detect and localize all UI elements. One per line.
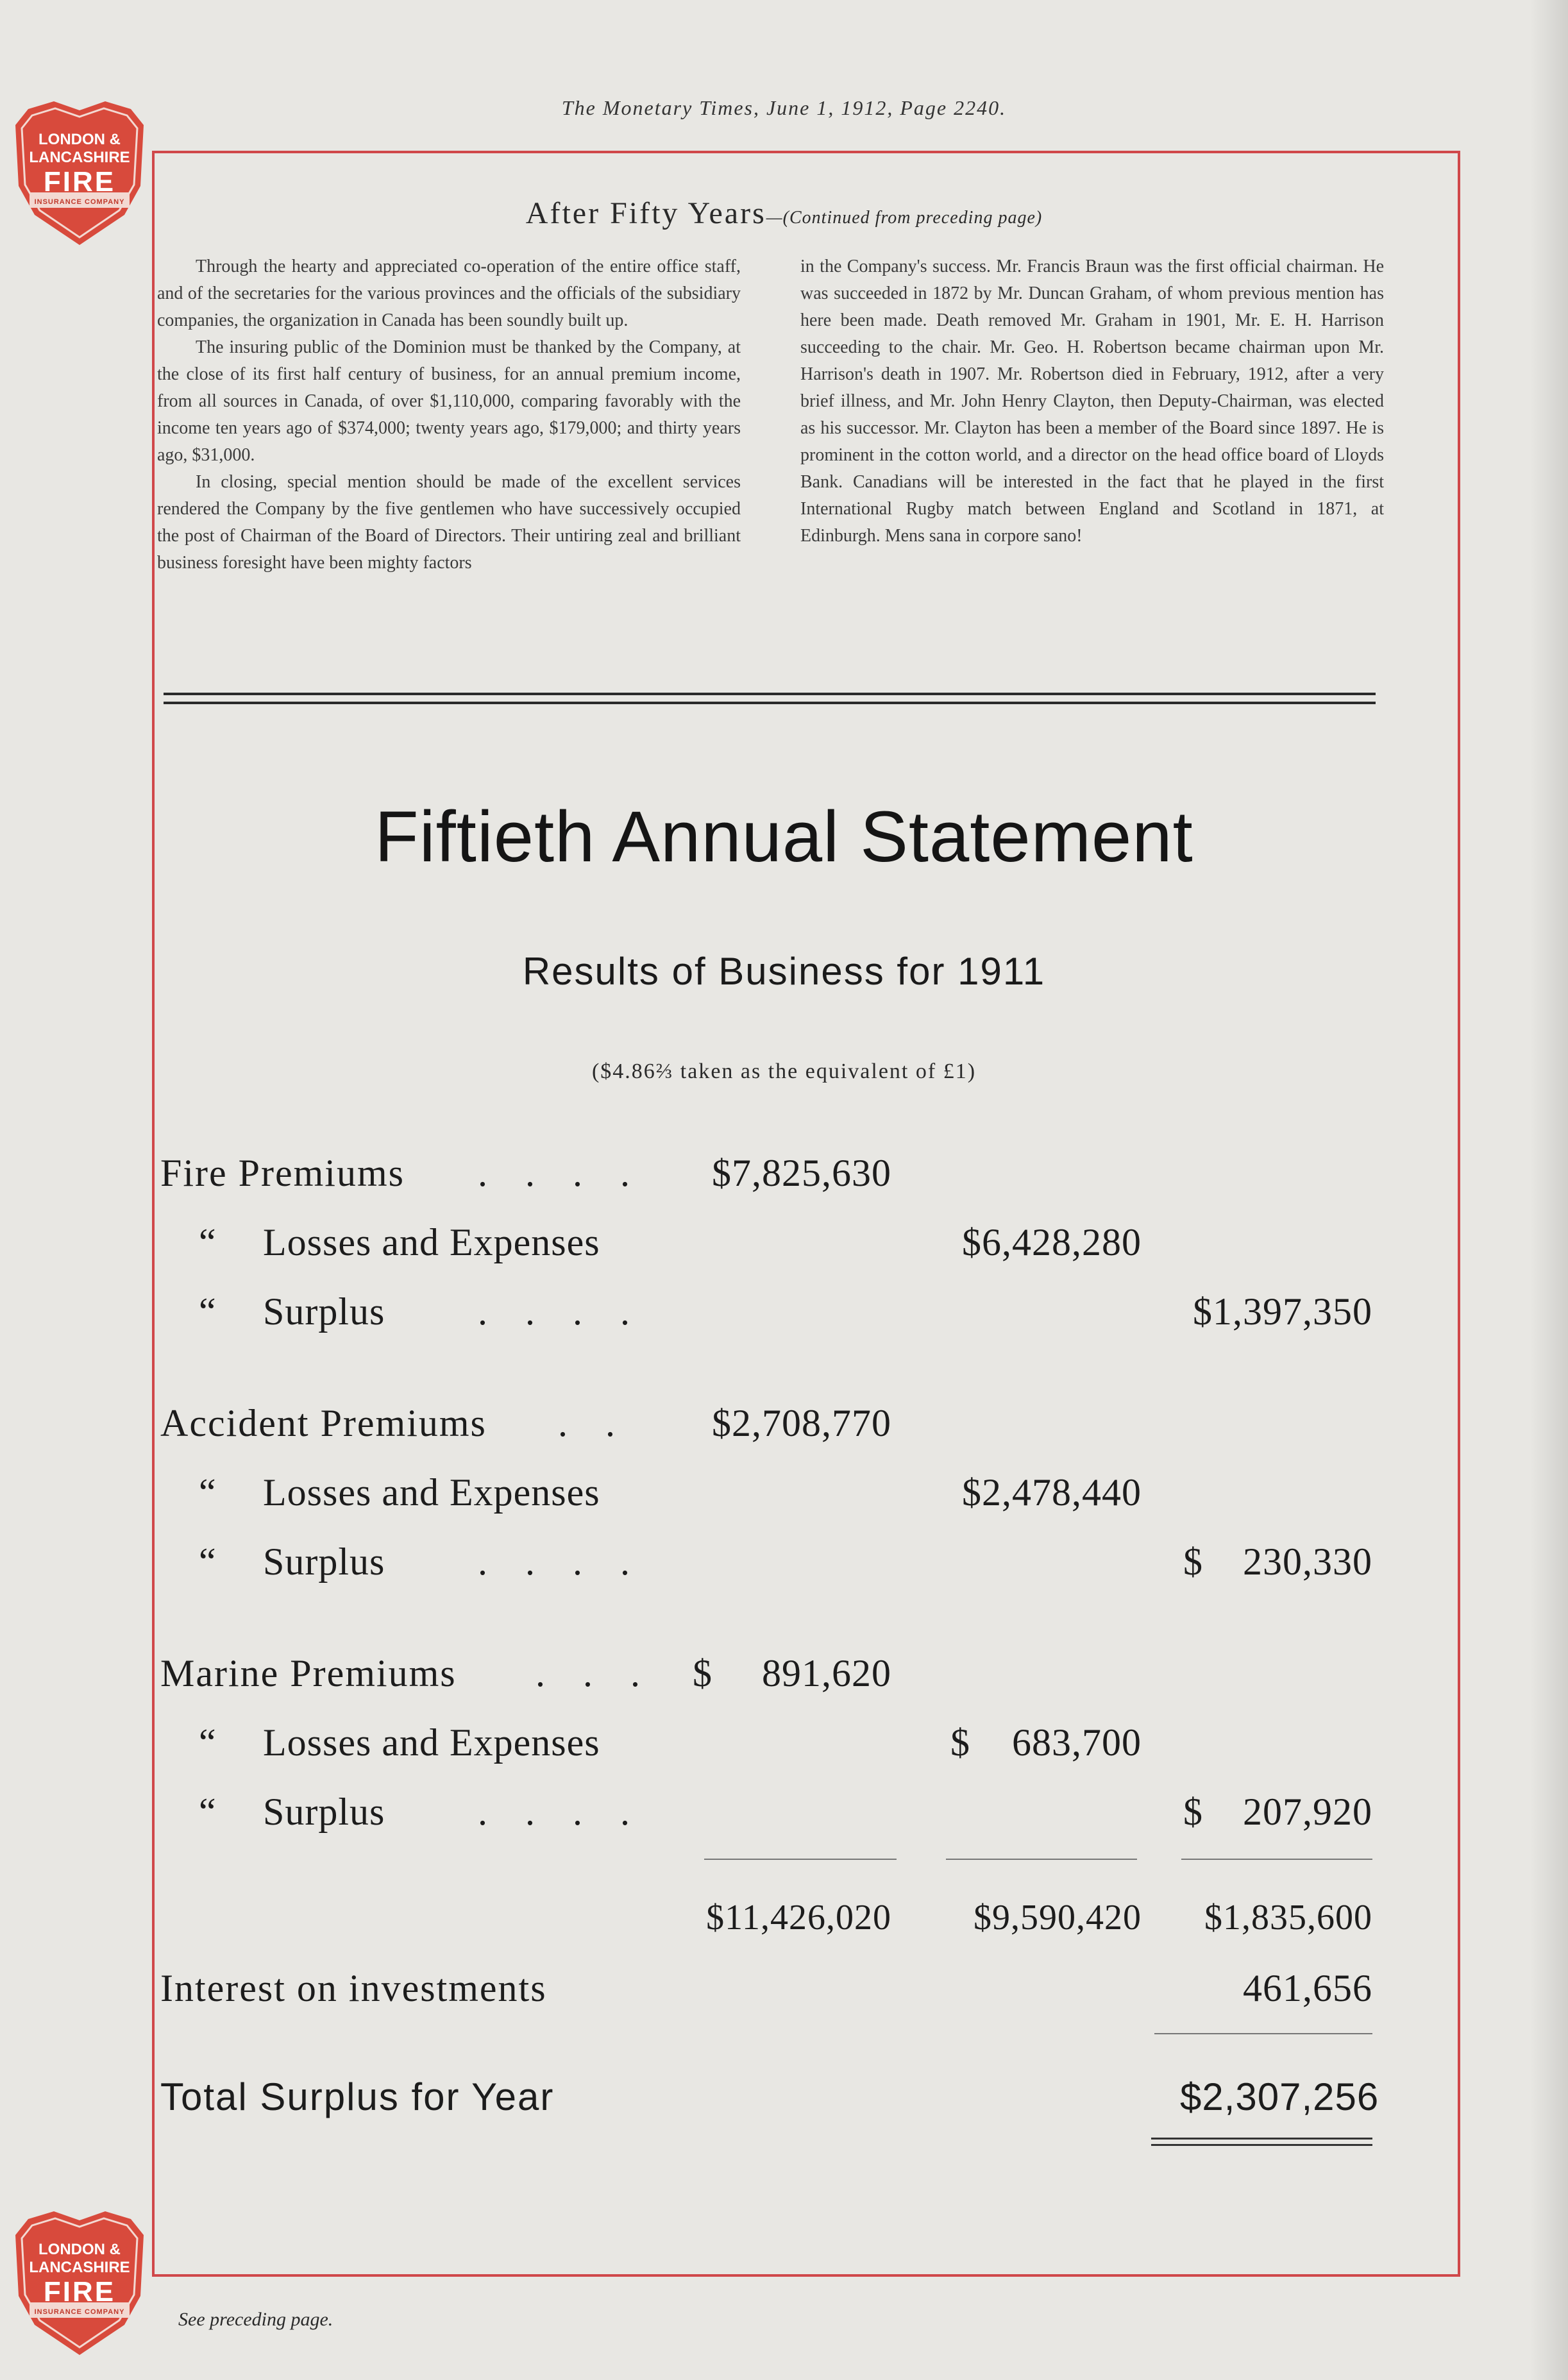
row-label: Marine Premiums [160, 1652, 457, 1694]
fire-surplus-row [0, 1290, 1568, 1347]
statement-title: Fiftieth Annual Statement [375, 797, 1193, 877]
row-label: Fire Premiums [160, 1152, 405, 1194]
badge-line-3: FIRE [43, 2276, 116, 2308]
company-badge-bottom [9, 2206, 150, 2360]
article-title-note: —(Continued from preceding page) [766, 208, 1043, 228]
ditto-mark: “ [199, 1290, 216, 1333]
badge-line-2: LANCASHIRE [29, 2259, 130, 2276]
article-paragraph: Through the hearty and appreciated co-operation of the entire office staff, and of the secretaries for the various provinces and the officials of the subsidiary companies, the organization in Canada has been soundly built up. [157, 257, 741, 330]
double-underline [1151, 2138, 1372, 2139]
losses-value: $2,478,440 [962, 1471, 1142, 1514]
total-premiums: $11,426,020 [706, 1898, 891, 1937]
row-label: Accident Premiums [160, 1402, 487, 1444]
ditto-mark: “ [199, 1791, 216, 1833]
leader-dots: . . . [535, 1652, 654, 1694]
row-label: Total Surplus for Year [160, 2075, 555, 2118]
marine-surplus-row [0, 1790, 1568, 1848]
article-paragraph: in the Company's success. Mr. Francis Braun was the first official chairman. He was succeeded in 1872 by Mr. Duncan Graham, of whom previous mention has here been made. Death removed Mr. Graham in 1901, Mr. E. H. Harrison succeeding to the chair. Mr. Geo. H. Robertson became chairman upon Mr. Harrison's death in 1907. Mr. Robertson died in February, 1912, after a very brief illness, and Mr. John Henry Clayton, then Deputy-Chairman, was elected as his successor. Mr. Clayton has been a member of the Board since 1897. He is prominent in the cotton world, and a director on the head office board of Lloyds Bank. Canadians will be interested in the fact that he played in the first International Rugby match between England and Scotland in 1871, at Edinburgh. Mens sana in corpore sano! [800, 257, 1384, 546]
leader-dots: . . . . [478, 1290, 644, 1333]
double-underline [1151, 2144, 1372, 2146]
row-label: Interest on investments [160, 1967, 547, 2009]
footer-note: See preceding page. [178, 2309, 333, 2330]
total-losses: $9,590,420 [974, 1898, 1142, 1937]
dollar-sign: $ [693, 1652, 712, 1694]
badge-line-4: INSURANCE COMPANY [34, 2308, 125, 2316]
dollar-sign: $ [950, 1721, 970, 1764]
row-label: Surplus [263, 1791, 385, 1833]
row-label: Surplus [263, 1540, 385, 1583]
subtotal-rule [946, 1859, 1137, 1860]
article-title [0, 196, 1568, 231]
article-right-column [800, 253, 1384, 550]
article-paragraph: In closing, special mention should be made of the excellent services rendered the Company by the five gentlemen who have successively occupied the post of Chairman of the Board of Directors. Their untiring zeal and brilliant business foresight have been mighty factors [157, 472, 741, 573]
section-divider [164, 693, 1376, 704]
subtotal-rule [704, 1859, 897, 1860]
leader-dots: . . . . [478, 1791, 644, 1833]
total-surplus-row [0, 2075, 1568, 2132]
article-title-text: After Fifty Years [525, 196, 766, 230]
surplus-value: 207,920 [1243, 1791, 1372, 1833]
totals-row [0, 1897, 1568, 1955]
losses-value: $6,428,280 [962, 1221, 1142, 1263]
marine-losses-row [0, 1721, 1568, 1778]
premiums-value: $7,825,630 [712, 1152, 891, 1194]
ditto-mark: “ [199, 1471, 216, 1514]
premiums-value: $2,708,770 [712, 1402, 891, 1444]
exchange-note: ($4.86⅔ taken as the equivalent of £1) [591, 1059, 977, 1083]
accident-surplus-row [0, 1540, 1568, 1598]
dollar-sign: $ [1183, 1540, 1202, 1583]
total-surplus-value: $2,307,256 [1180, 2075, 1379, 2118]
badge-line-1: LONDON & [38, 131, 121, 148]
badge-line-4: INSURANCE COMPANY [34, 198, 125, 206]
row-label: Surplus [263, 1290, 385, 1333]
marine-premiums-row [0, 1651, 1568, 1709]
surplus-value: $1,397,350 [1193, 1290, 1372, 1333]
interest-row [0, 1966, 1568, 2024]
leader-dots: . . . . [478, 1540, 644, 1583]
leader-dots: . . . . [478, 1152, 644, 1194]
dollar-sign: $ [1183, 1791, 1202, 1833]
fire-premiums-row [0, 1151, 1568, 1209]
row-label: Losses and Expenses [263, 1721, 600, 1764]
badge-line-3: FIRE [43, 166, 116, 198]
interest-value: 461,656 [1243, 1967, 1372, 2009]
premiums-value: 891,620 [762, 1652, 891, 1694]
article-left-column [157, 253, 741, 577]
ditto-mark: “ [199, 1221, 216, 1263]
row-label: Losses and Expenses [263, 1221, 600, 1263]
badge-line-2: LANCASHIRE [29, 149, 130, 166]
article-paragraph: The insuring public of the Dominion must be thanked by the Company, at the close of its first half century of business, for an annual premium income, from all sources in Canada, of over $1,110,000, comparing favorably with the income ten years ago of $374,000; twenty years ago, $179,000; and thirty years ago, $31,000. [157, 337, 741, 465]
ditto-mark: “ [199, 1540, 216, 1583]
fire-losses-row [0, 1220, 1568, 1278]
leader-dots: . . [558, 1402, 629, 1444]
total-surplus-subtotal: $1,835,600 [1204, 1898, 1372, 1937]
accident-premiums-row [0, 1401, 1568, 1459]
statement-subtitle: Results of Business for 1911 [522, 950, 1046, 993]
surplus-value: 230,330 [1243, 1540, 1372, 1583]
ditto-mark: “ [199, 1721, 216, 1764]
total-rule [1154, 2033, 1372, 2034]
badge-line-1: LONDON & [38, 2241, 121, 2258]
losses-value: 683,700 [1012, 1721, 1142, 1764]
page-header: The Monetary Times, June 1, 1912, Page 2240. [561, 96, 1007, 119]
subtotal-rule [1181, 1859, 1372, 1860]
row-label: Losses and Expenses [263, 1471, 600, 1514]
accident-losses-row [0, 1471, 1568, 1528]
